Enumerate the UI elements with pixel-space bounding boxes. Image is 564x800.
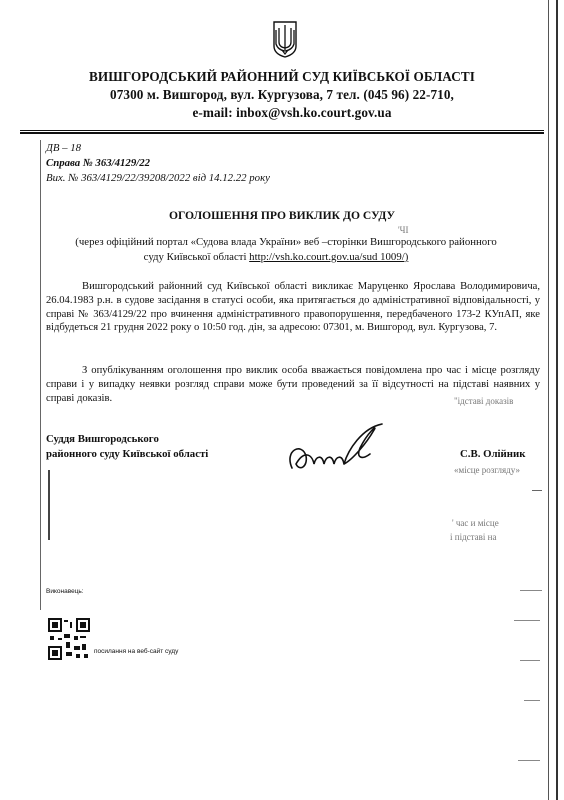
document-title: ОГОЛОШЕННЯ ПРО ВИКЛИК ДО СУДУ bbox=[168, 209, 396, 222]
scan-artifact bbox=[524, 700, 540, 701]
qr-code[interactable] bbox=[48, 618, 90, 660]
header-divider-thick bbox=[20, 132, 544, 134]
scan-artifact bbox=[532, 490, 542, 491]
executor-label: Виконавець: bbox=[46, 588, 84, 595]
handwritten-signature bbox=[282, 420, 392, 480]
court-website-link[interactable]: http://vsh.ko.court.gov.ua/sud 1009/) bbox=[249, 251, 409, 263]
scan-artifact bbox=[514, 620, 540, 621]
scan-noise: "ідставі доказів bbox=[454, 396, 514, 406]
scan-artifact bbox=[518, 760, 540, 761]
header-divider bbox=[20, 130, 544, 131]
case-number: Справа № 363/4129/22 bbox=[46, 157, 151, 169]
notice-paragraph: З опублікуванням оголошення про виклик особа вважається повідомлена про час і місце розгляду справи і у випадку неявки розгляд справи може бути проведений за її відсутності на підставі наявних у справі доказів. bbox=[46, 365, 540, 404]
judge-role-line1: Суддя Вишгородського bbox=[46, 433, 159, 445]
subtitle-text: суду Київської області bbox=[143, 251, 250, 263]
scan-edge-left bbox=[40, 140, 41, 610]
scan-artifact bbox=[520, 590, 542, 591]
scan-noise: «місце розгляду» bbox=[454, 465, 520, 475]
summons-paragraph: Вишгородський районний суд Київської області викликає Маруценко Ярослава Володимировича, 26.04.1983 р.н. в судове засідання в статусі особи, яка притягається до адміністративної відповідальності, у справі № 363/4129/22 про вчинення адміністративного правопорушення, передбаченого 173-2 КУпАП, яке відбудеться 21 грудня 2022 року о 10:50 год. дін, за адресою: 07301, м. Вишгород, вул. Кургузова, 7. bbox=[46, 281, 540, 334]
court-email: e-mail: inbox@vsh.ko.court.gov.ua bbox=[192, 105, 392, 120]
subtitle-line2 bbox=[20, 251, 532, 263]
subtitle-line1: (через офіційний портал «Судова влада України» веб –сторінки Вишгородського районного bbox=[75, 236, 497, 248]
court-name: ВИШГОРОДСЬКИЙ РАЙОННИЙ СУД КИЇВСЬКОЇ ОБЛАСТІ bbox=[88, 69, 476, 84]
scan-edge-right-outer bbox=[556, 0, 558, 800]
qr-caption: посилання на веб-сайт суду bbox=[94, 648, 179, 655]
scan-noise: і підставі на bbox=[450, 532, 497, 542]
scan-artifact bbox=[520, 660, 540, 661]
coat-of-arms-icon bbox=[272, 20, 298, 58]
scan-edge-right bbox=[548, 0, 549, 800]
outgoing-number: Вих. № 363/4129/22/39208/2022 від 14.12.22 року bbox=[46, 172, 270, 184]
judge-role-line2: районного суду Київської області bbox=[46, 448, 209, 460]
scan-noise: ' час и місце bbox=[452, 518, 499, 528]
form-code: ДВ – 18 bbox=[46, 142, 82, 154]
scan-artifact bbox=[48, 470, 50, 540]
court-address: 07300 м. Вишгород, вул. Кургузова, 7 тел. (045 96) 22-710, bbox=[110, 87, 454, 102]
judge-name: С.В. Олійник bbox=[460, 448, 526, 460]
scan-noise: 'ЧІ bbox=[398, 225, 409, 235]
